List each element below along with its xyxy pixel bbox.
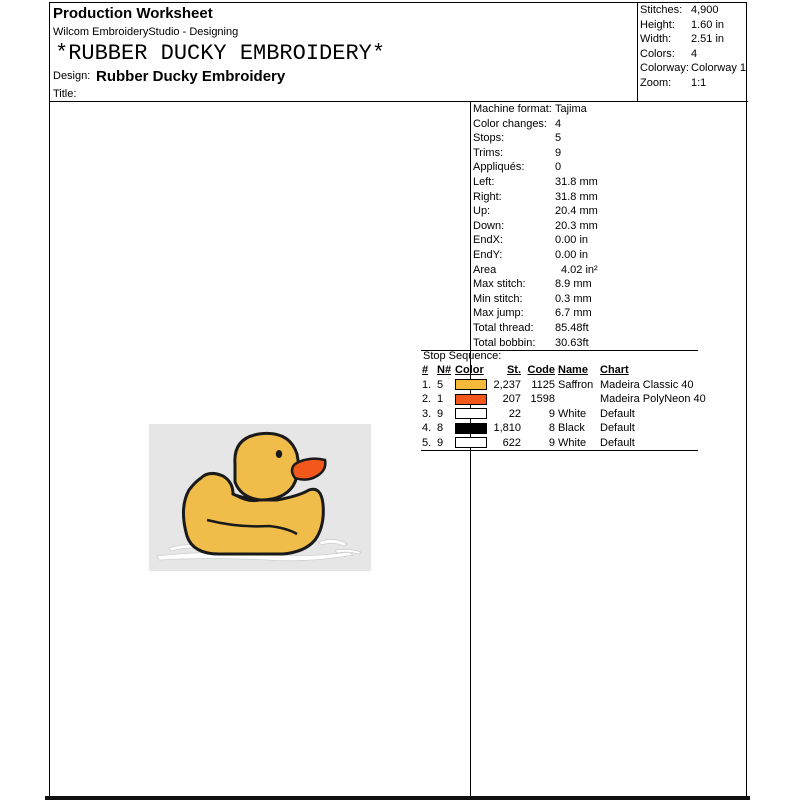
spec-value: 6.7 mm: [555, 307, 592, 320]
spec-key: Max stitch:: [473, 278, 526, 291]
stop-sequence-title: Stop Sequence:: [423, 350, 502, 362]
row-needle: 9: [437, 436, 444, 449]
table-row: [422, 436, 706, 451]
spec-key: Right:: [473, 190, 502, 203]
spec-value: 0.00 in: [555, 234, 589, 247]
summary-row: [638, 47, 748, 62]
spec-row: [472, 263, 747, 278]
spec-row: [472, 321, 747, 336]
spec-row: [472, 102, 747, 117]
spec-value: 9: [555, 146, 562, 159]
row-stitches: 22: [508, 407, 521, 420]
row-code: 1125: [531, 378, 555, 391]
table-row: [422, 421, 706, 436]
summary-row: [638, 76, 748, 91]
row-num: 2.: [422, 393, 432, 406]
summary-key: Zoom:: [640, 76, 672, 89]
spec-row: [472, 292, 747, 307]
design-preview: [149, 424, 371, 571]
title-label: Title:: [53, 88, 77, 100]
spec-row: [472, 190, 747, 205]
spec-key: Total bobbin:: [473, 336, 536, 349]
design-value: Rubber Ducky Embroidery: [96, 68, 286, 85]
row-num: 1.: [422, 378, 432, 391]
spec-value: 85.48ft: [555, 321, 589, 334]
spec-value: 0.3 mm: [555, 292, 592, 305]
row-num: 4.: [422, 422, 432, 435]
summary-value: 2.51 in: [691, 33, 725, 45]
spec-key: Total thread:: [473, 321, 534, 334]
color-swatch: [455, 379, 487, 390]
row-needle: 5: [437, 378, 444, 391]
spec-key: Down:: [473, 219, 505, 232]
row-chart: Default: [600, 422, 635, 435]
spec-value: 31.8 mm: [555, 175, 598, 188]
spec-value: 8.9 mm: [555, 278, 592, 291]
worksheet-title: Production Worksheet: [53, 5, 213, 22]
row-code: 1598: [530, 393, 555, 406]
spec-value: 30.63ft: [555, 336, 589, 349]
spec-row: [472, 146, 747, 161]
spec-value: 31.8 mm: [555, 190, 598, 203]
spec-value: 5: [555, 132, 562, 145]
row-chart: Default: [600, 407, 635, 420]
col-header-chart: Chart: [600, 364, 629, 377]
row-chart: Default: [600, 436, 635, 449]
spec-key: EndY:: [473, 248, 503, 261]
summary-value: 1.60 in: [691, 18, 725, 31]
summary-row: [638, 18, 748, 33]
row-num: 5.: [422, 436, 432, 449]
col-header-stitches: St.: [506, 364, 521, 377]
summary-key: Stitches:: [640, 4, 683, 16]
summary-key: Height:: [640, 18, 675, 31]
summary-value: 4,900: [691, 4, 719, 16]
spec-value: 20.3 mm: [555, 219, 598, 232]
spec-key: Machine format:: [473, 103, 552, 115]
design-label: Design:: [53, 70, 91, 82]
spec-key: Min stitch:: [473, 292, 523, 305]
row-chart: Madeira PolyNeon 40: [600, 393, 706, 406]
page-bottom-bar: [45, 796, 750, 800]
col-header-name: Name: [558, 364, 588, 377]
row-color: [455, 421, 489, 436]
spec-row: [472, 233, 747, 248]
row-thread-name: White: [558, 407, 587, 420]
table-row: [422, 392, 706, 407]
summary-row: [638, 3, 748, 18]
spec-row: [472, 175, 747, 190]
color-swatch: [455, 437, 487, 448]
spec-value: 0: [555, 161, 562, 174]
spec-key: Stops:: [473, 132, 505, 145]
summary-key: Colorway:: [640, 62, 689, 74]
row-num: 3.: [422, 407, 432, 420]
summary-key: Colors:: [640, 47, 675, 60]
table-row: [422, 378, 706, 393]
rubber-duck-image: [149, 424, 371, 571]
spec-value: Tajima: [555, 103, 587, 115]
row-thread-name: [555, 392, 596, 407]
header-info: [50, 3, 637, 101]
spec-row: [472, 117, 747, 132]
row-thread-name: Saffron: [558, 378, 594, 391]
color-swatch: [455, 394, 487, 405]
row-color: [455, 392, 489, 407]
row-stitches: 622: [502, 436, 521, 449]
spec-row: [472, 248, 747, 263]
col-header-needle: N#: [437, 364, 452, 377]
row-code: 9: [548, 407, 555, 420]
row-color: [455, 378, 489, 393]
table-bottom-divider: [421, 450, 698, 451]
spec-key: Appliqués:: [473, 161, 525, 174]
row-color: [455, 407, 489, 422]
spec-row: [472, 160, 747, 175]
color-swatch: [455, 423, 487, 434]
spec-value: 4: [555, 117, 562, 130]
color-swatch: [455, 408, 487, 419]
summary-value: Colorway 1: [691, 62, 747, 74]
summary-row: [638, 61, 748, 76]
table-row: [422, 407, 706, 422]
spec-key: Max jump:: [473, 307, 524, 320]
row-thread-name: Black: [558, 422, 585, 435]
row-code: 8: [548, 422, 555, 435]
table-header-row: [422, 363, 706, 378]
spec-value: 4.02 in²: [561, 263, 598, 276]
spec-key: Up:: [473, 205, 491, 218]
summary-value: 1:1: [691, 76, 707, 89]
summary-value: 4: [691, 47, 698, 60]
row-needle: 9: [437, 407, 444, 420]
row-color: [455, 436, 489, 451]
spec-row: [472, 204, 747, 219]
row-needle: 1: [437, 393, 444, 406]
row-stitches: 207: [502, 393, 521, 406]
stop-sequence-table: [422, 363, 706, 450]
summary-key: Width:: [640, 33, 672, 45]
spec-key: Color changes:: [473, 117, 547, 130]
row-chart: Madeira Classic 40: [600, 378, 694, 391]
spec-key: Trims:: [473, 146, 504, 159]
col-header-code: Code: [527, 364, 555, 377]
spec-value: 20.4 mm: [555, 205, 598, 218]
row-needle: 8: [437, 422, 444, 435]
duck-figure: [183, 433, 325, 554]
spec-value: 0.00 in: [555, 248, 589, 261]
spec-row: [472, 131, 747, 146]
spec-key: Area: [473, 263, 497, 276]
row-stitches: 2,237: [493, 378, 521, 391]
spec-row: [472, 336, 747, 351]
spec-row: [472, 219, 747, 234]
machine-specs: [472, 102, 747, 350]
summary-panel: [637, 3, 748, 101]
spec-row: [472, 277, 747, 292]
spec-key: Left:: [473, 175, 495, 188]
col-header-color: Color: [455, 364, 484, 377]
row-code: 9: [548, 436, 555, 449]
software-name: Wilcom EmbroideryStudio - Designing: [53, 26, 239, 38]
spec-row: [472, 306, 747, 321]
spec-key: EndX:: [473, 234, 503, 247]
row-thread-name: White: [558, 436, 587, 449]
design-banner-name: *RUBBER DUCKY EMBROIDERY*: [55, 41, 386, 66]
summary-row: [638, 32, 748, 47]
row-stitches: 1,810: [493, 422, 521, 435]
col-header-num: #: [422, 364, 429, 377]
